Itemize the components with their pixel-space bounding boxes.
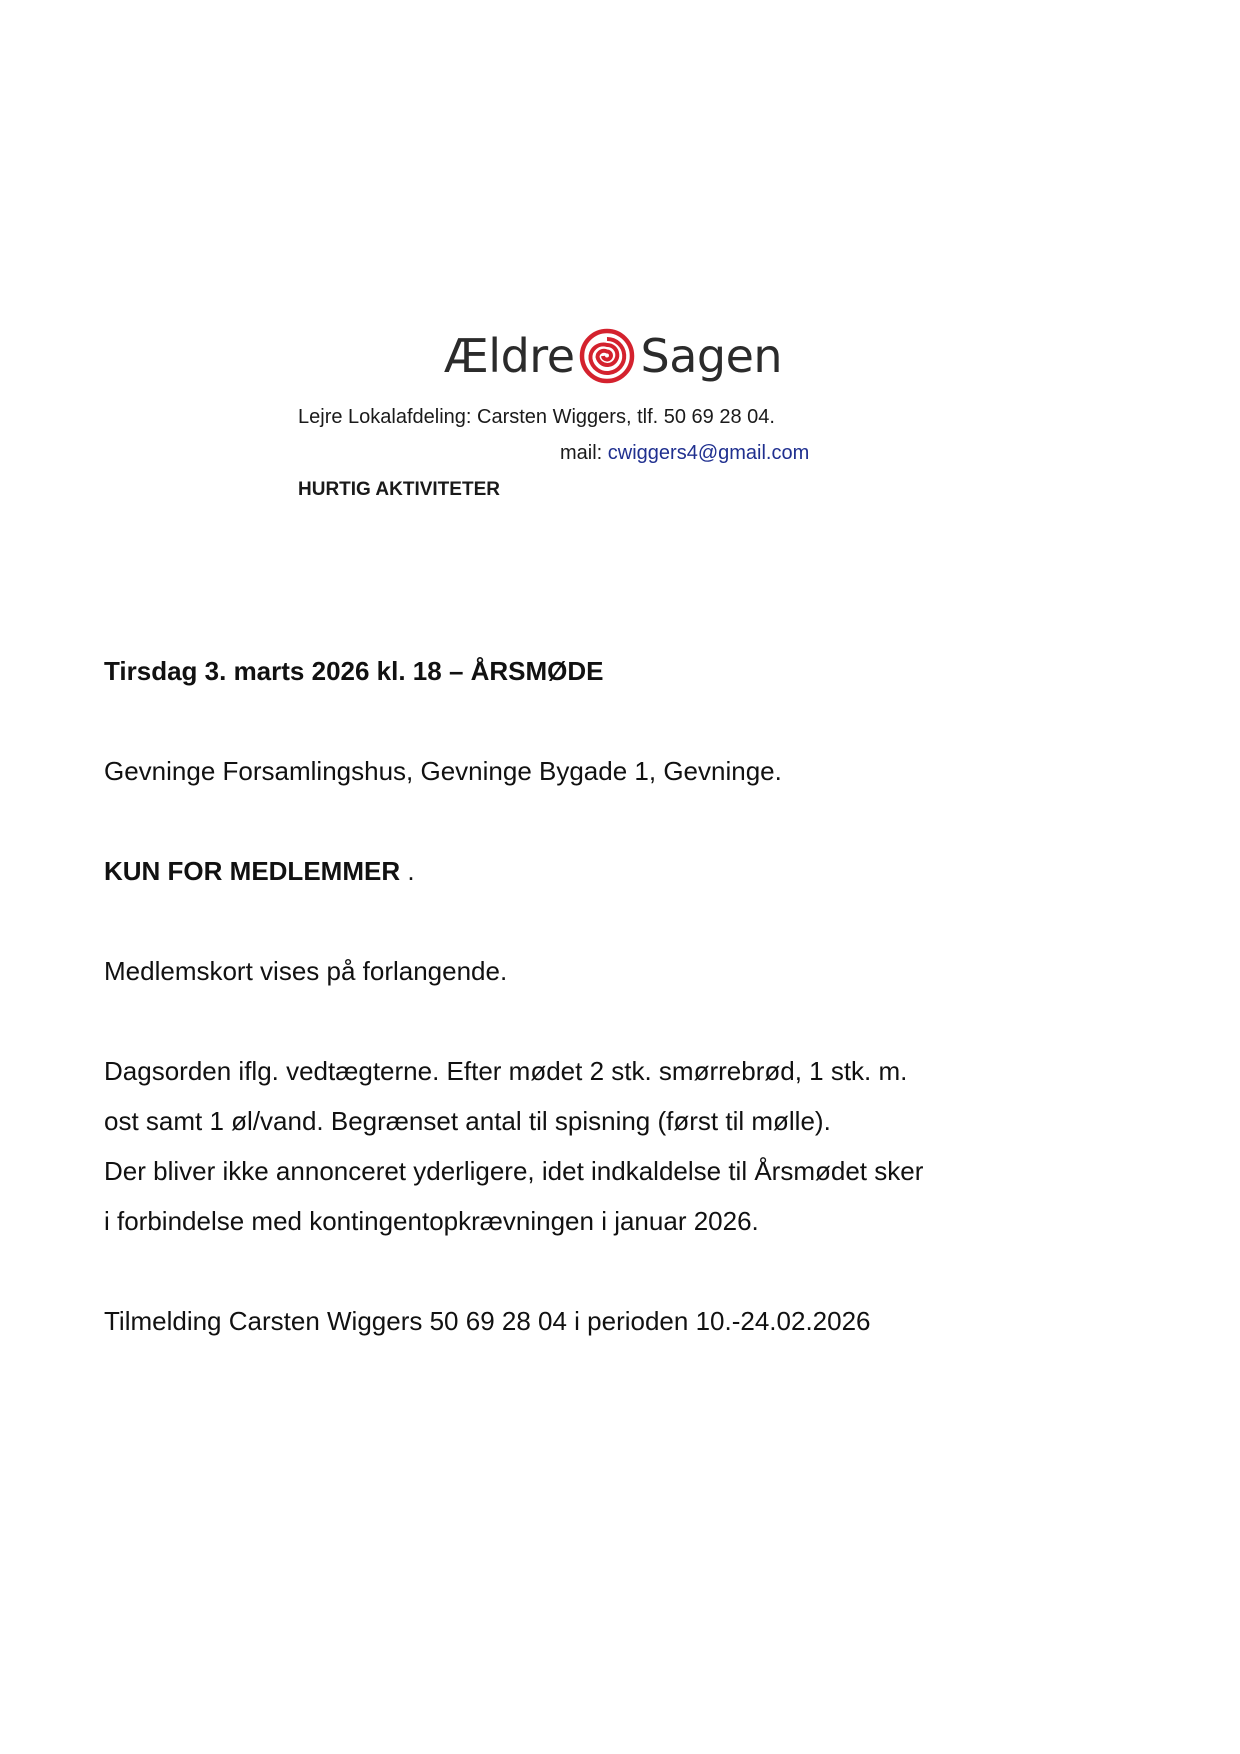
event-location: Gevninge Forsamlingshus, Gevninge Bygade 1, Gevninge.: [104, 756, 782, 786]
members-only-text: KUN FOR MEDLEMMER: [104, 856, 401, 886]
members-only-line: [104, 856, 415, 887]
agenda-line: i forbindelse med kontingentopkrævningen i januar 2026.: [104, 1206, 759, 1236]
membership-card-note: Medlemskort vises på forlangende.: [104, 956, 508, 986]
mail-address-link[interactable]: cwiggers4@gmail.com: [607, 442, 810, 464]
members-only-suffix: .: [400, 856, 415, 886]
aeldre-sagen-logo: [444, 326, 782, 386]
contact-line: Lejre Lokalafdeling: Carsten Wiggers, tlf. 50 69 28 04.: [298, 406, 775, 428]
registration-line: Tilmelding Carsten Wiggers 50 69 28 04 i perioden 10.-24.02.2026: [104, 1306, 871, 1336]
mail-label: mail:: [560, 442, 603, 464]
section-heading: HURTIG AKTIVITETER: [298, 479, 500, 500]
logo-text-aeldre: Ældre: [444, 329, 575, 383]
agenda-line: Der bliver ikke annonceret yderligere, idet indkaldelse til Årsmødet sker: [104, 1156, 924, 1186]
agenda-line: Dagsorden iflg. vedtægterne. Efter mødet 2 stk. smørrebrød, 1 stk. m.: [104, 1056, 908, 1086]
mail-line: [560, 442, 809, 465]
agenda-line: ost samt 1 øl/vand. Begrænset antal til spisning (først til mølle).: [104, 1106, 831, 1136]
logo-text-sagen: Sagen: [640, 329, 783, 383]
event-title: Tirsdag 3. marts 2026 kl. 18 – ÅRSMØDE: [104, 656, 604, 686]
swirl-logo-icon: [579, 328, 635, 384]
